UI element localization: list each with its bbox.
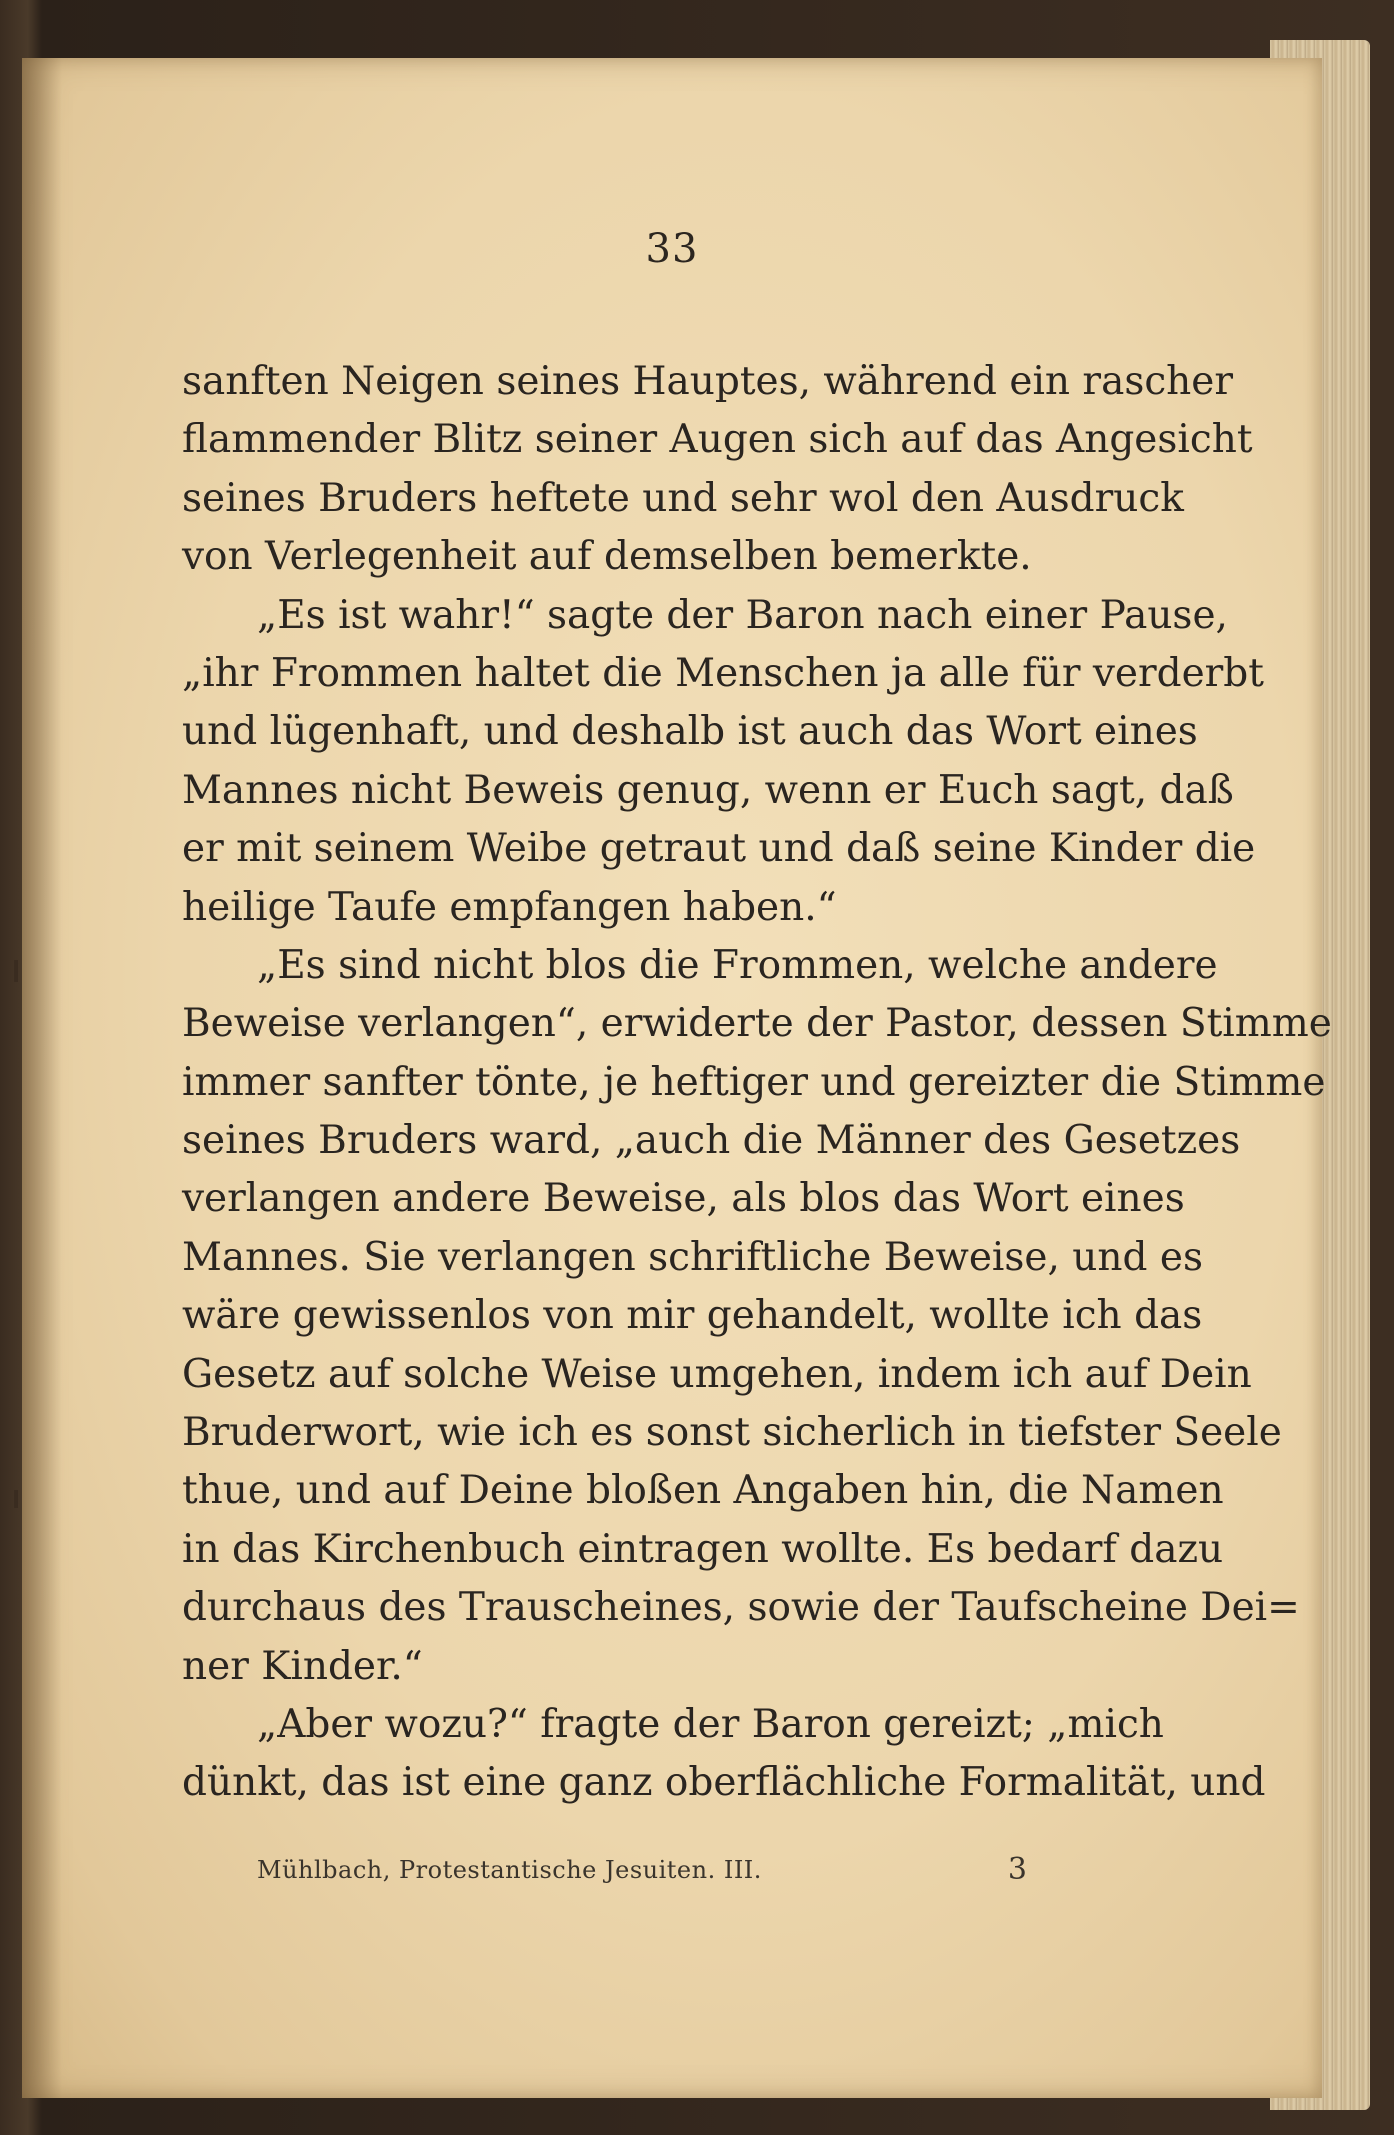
page-number: 33	[645, 226, 699, 272]
text-line: seines Bruders ward, „auch die Männer des Gesetzes	[182, 1118, 1241, 1164]
text-line: heilige Taufe empfangen haben.“	[182, 884, 837, 930]
text-line: Bruderwort, wie ich es sonst sicherlich in tiefster Seele	[182, 1410, 1282, 1456]
text-line: sanften Neigen seines Hauptes, während ein rascher	[182, 359, 1234, 404]
text-line: verlangen andere Beweise, als blos das Wort eines	[182, 1176, 1185, 1222]
text-line: er mit seinem Weibe getraut und daß seine Kinder die	[182, 826, 1256, 872]
text-line: „Es sind nicht blos die Frommen, welche andere	[257, 942, 1218, 988]
signature-mark: 3	[1007, 1852, 1027, 1887]
text-line: von Verlegenheit auf demselben bemerkte.	[182, 534, 1032, 580]
text-line: „Es ist wahr!“ sagte der Baron nach einer Pause,	[257, 592, 1228, 638]
text-line: Mannes. Sie verlangen schriftliche Beweise, und es	[182, 1234, 1203, 1280]
text-line: flammender Blitz seiner Augen sich auf das Angesicht	[182, 417, 1253, 463]
text-line: in das Kirchenbuch eintragen wollte. Es bedarf dazu	[182, 1526, 1224, 1572]
text-line: wäre gewissenlos von mir gehandelt, wollte ich das	[182, 1293, 1203, 1339]
text-line: „ihr Frommen haltet die Menschen ja alle für verderbt	[182, 650, 1264, 696]
text-line: ner Kinder.“	[182, 1643, 423, 1689]
text-line: dünkt, das ist eine ganz oberflächliche Formalität, und	[182, 1760, 1266, 1806]
text-line: Mannes nicht Beweis genug, wenn er Euch sagt, daß	[182, 767, 1234, 813]
text-line: Gesetz auf solche Weise umgehen, indem ich auf Dein	[182, 1351, 1252, 1397]
text-line: thue, und auf Deine bloßen Angaben hin, die Namen	[182, 1468, 1224, 1514]
text-line: Beweise verlangen“, erwiderte der Pastor, dessen Stimme	[182, 1001, 1332, 1047]
gutter-shadow	[22, 58, 62, 2098]
book-page	[22, 58, 1332, 2098]
body-text	[182, 353, 1332, 1813]
text-line: „Aber wozu?“ fragte der Baron gereizt; „mich	[257, 1701, 1164, 1747]
page-footer	[257, 1852, 1027, 1896]
text-line: durchaus des Trauscheines, sowie der Taufscheine Dei=	[182, 1585, 1300, 1631]
footer-title: Mühlbach, Protestantische Jesuiten. III.	[257, 1856, 762, 1884]
text-line: und lügenhaft, und deshalb ist auch das Wort eines	[182, 709, 1198, 755]
margin-mark	[14, 960, 18, 982]
margin-mark	[14, 1490, 18, 1508]
text-line: immer sanfter tönte, je heftiger und gereizter die Stimme	[182, 1059, 1326, 1105]
text-line: seines Bruders heftete und sehr wol den Ausdruck	[182, 475, 1184, 521]
